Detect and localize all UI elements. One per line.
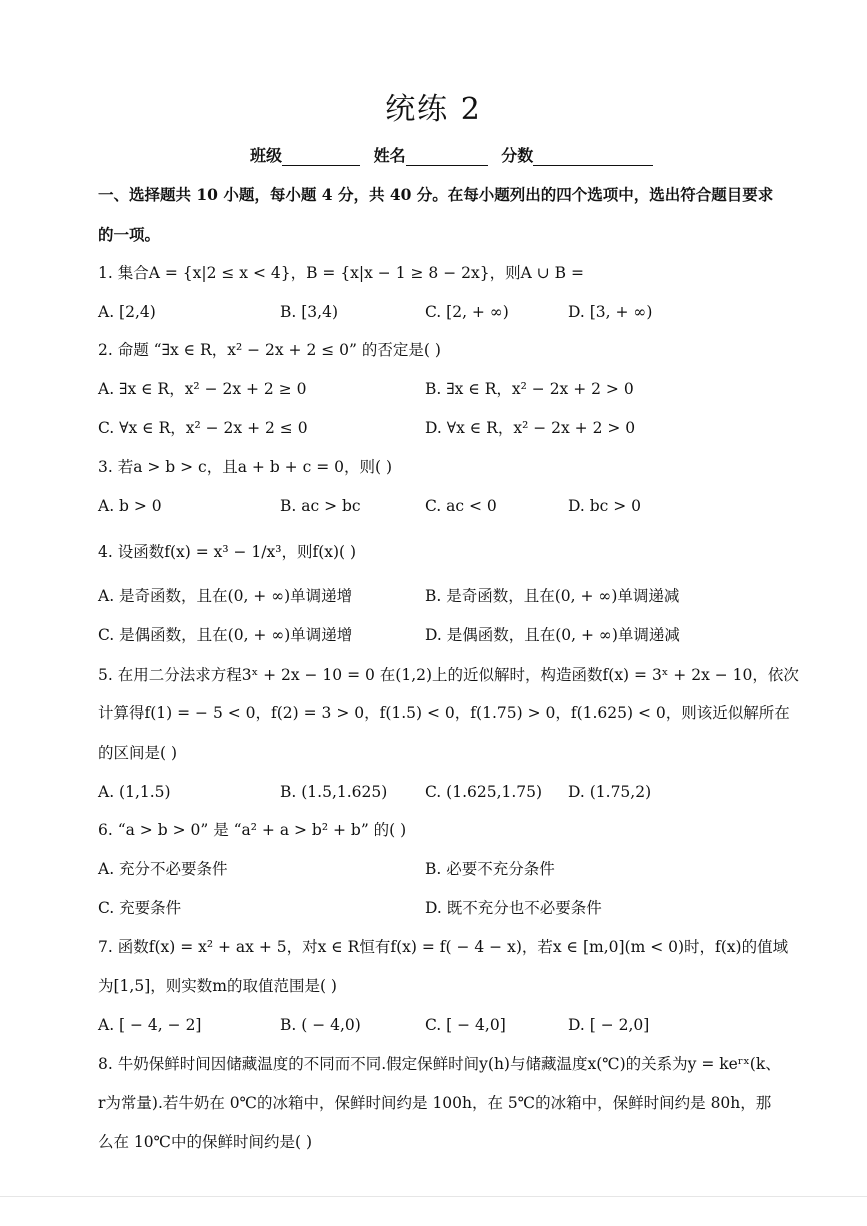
q7-option-c: C. [ − 4,0] — [425, 1016, 506, 1034]
question-7: 7. 函数f(x) = x² + ax + 5，对x ∈ R恒有f(x) = f( − 4 − x)，若x ∈ [m,0](m < 0)时，f(x)的值域 — [98, 938, 789, 956]
page-bottom-divider — [0, 1196, 867, 1197]
page-title: 统练 2 — [385, 92, 482, 127]
q6-option-a: A. 充分不必要条件 — [98, 860, 228, 878]
question-4: 4. 设函数f(x) = x³ − 1/x³，则f(x)( ) — [98, 543, 357, 561]
question-1: 1. 集合A = {x|2 ≤ x < 4}，B = {x|x − 1 ≥ 8 − 2x}，则A ∪ B = — [98, 264, 584, 282]
q6-option-d: D. 既不充分也不必要条件 — [425, 899, 602, 917]
q4-option-a: A. 是奇函数，且在(0, + ∞)单调递增 — [98, 587, 353, 605]
q5-option-d: D. (1.75,2) — [568, 783, 652, 801]
question-8-line-2: r为常量).若牛奶在 0℃的冰箱中，保鲜时间约是 100h，在 5℃的冰箱中，保鲜时间约是 80h，那 — [98, 1094, 772, 1112]
q3-option-a: A. b > 0 — [98, 497, 162, 515]
q2-option-c: C. ∀x ∈ R，x² − 2x + 2 ≤ 0 — [98, 419, 308, 437]
q1-option-d: D. [3, + ∞) — [568, 303, 653, 321]
question-6: 6. “a > b > 0” 是 “a² + a > b² + b” 的( ) — [98, 821, 407, 839]
class-label: 班级 — [250, 146, 283, 165]
q2-option-a: A. ∃x ∈ R，x² − 2x + 2 ≥ 0 — [98, 380, 307, 398]
score-blank — [533, 148, 653, 166]
q5-option-b: B. (1.5,1.625) — [280, 783, 388, 801]
class-blank — [282, 148, 360, 166]
name-label: 姓名 — [373, 146, 406, 165]
q7-option-a: A. [ − 4, − 2] — [98, 1016, 202, 1034]
question-8: 8. 牛奶保鲜时间因储藏温度的不同而不同.假定保鲜时间y(h)与储藏温度x(℃)的关系为y = keʳˣ(k、 — [98, 1055, 781, 1073]
question-5: 5. 在用二分法求方程3ˣ + 2x − 10 = 0 在(1,2)上的近似解时，构造函数f(x) = 3ˣ + 2x − 10，依次 — [98, 666, 799, 684]
q6-option-c: C. 充要条件 — [98, 899, 182, 917]
q3-option-d: D. bc > 0 — [568, 497, 642, 515]
name-blank — [406, 148, 488, 166]
question-3: 3. 若a > b > c，且a + b + c = 0，则( ) — [98, 458, 392, 476]
q5-option-a: A. (1,1.5) — [98, 783, 171, 801]
q3-option-b: B. ac > bc — [280, 497, 361, 515]
q3-option-c: C. ac < 0 — [425, 497, 497, 515]
q4-option-d: D. 是偶函数，且在(0, + ∞)单调递减 — [425, 626, 680, 644]
question-8-line-3: 么在 10℃中的保鲜时间约是( ) — [98, 1133, 313, 1151]
q7-option-d: D. [ − 2,0] — [568, 1016, 650, 1034]
question-5-line-2: 计算得f(1) = − 5 < 0，f(2) = 3 > 0，f(1.5) < 0，f(1.75) > 0，f(1.625) < 0，则该近似解所在 — [98, 704, 790, 722]
question-7-line-2: 为[1,5]，则实数m的取值范围是( ) — [98, 977, 337, 995]
score-label: 分数 — [501, 146, 534, 165]
q4-option-c: C. 是偶函数，且在(0, + ∞)单调递增 — [98, 626, 353, 644]
q5-option-c: C. (1.625,1.75) — [425, 783, 543, 801]
q6-option-b: B. 必要不充分条件 — [425, 860, 555, 878]
q2-option-b: B. ∃x ∈ R，x² − 2x + 2 > 0 — [425, 380, 634, 398]
section-heading-cont: 的一项。 — [98, 225, 161, 244]
q1-option-c: C. [2, + ∞) — [425, 303, 509, 321]
question-2: 2. 命题 “∃x ∈ R，x² − 2x + 2 ≤ 0” 的否定是( ) — [98, 341, 441, 359]
section-heading: 一、选择题共 10 小题，每小题 4 分，共 40 分。在每小题列出的四个选项中，选出符合题目要求 — [98, 185, 774, 204]
student-info-line — [250, 143, 661, 166]
q1-option-b: B. [3,4) — [280, 303, 338, 321]
q2-option-d: D. ∀x ∈ R，x² − 2x + 2 > 0 — [425, 419, 636, 437]
q1-option-a: A. [2,4) — [98, 303, 156, 321]
question-5-line-3: 的区间是( ) — [98, 744, 178, 762]
q7-option-b: B. ( − 4,0) — [280, 1016, 361, 1034]
q4-option-b: B. 是奇函数，且在(0, + ∞)单调递减 — [425, 587, 680, 605]
